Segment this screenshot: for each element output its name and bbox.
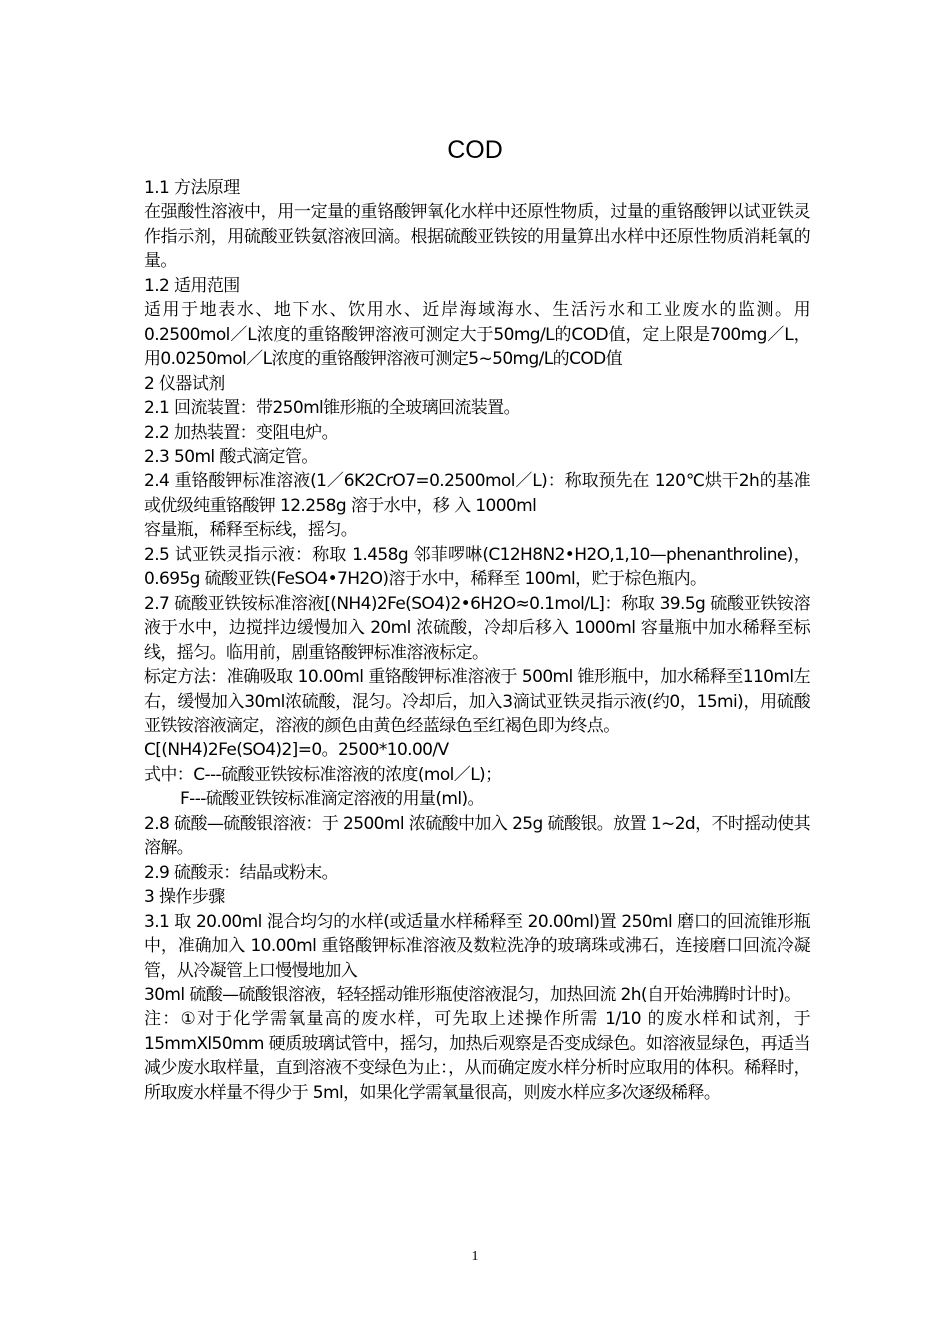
item-2-9: 2.9 硫酸汞：结晶或粉末。 xyxy=(144,862,339,883)
formula-variable-f: F---硫酸亚铁铵标准滴定溶液的用量(ml)。 xyxy=(180,789,484,810)
section-heading-1-2: 1.2 适用范围 xyxy=(144,275,240,296)
item-2-4: 2.4 重铬酸钾标准溶液(1／6K2CrO7=0.2500mol／L)：称取预先在 120℃烘干2h的基准或优级纯重铬酸钾 12.258g 溶于水中，移 入 1000ml xyxy=(144,471,810,516)
step-3-1: 3.1 取 20.00ml 混合均匀的水样(或适量水样稀释至 20.00ml)置 250ml 磨口的回流锥形瓶中，准确加入 10.00ml 重铬酸钾标准溶液及数粒洗净的玻璃珠或沸石，连接磨口回流冷凝管，从冷凝管上口慢慢地加入 xyxy=(144,911,810,981)
paragraph-scope: 适用于地表水、地下水、饮用水、近岸海域海水、生活污水和工业废水的监测。用0.2500mol／L浓度的重铬酸钾溶液可测定大于50mg/L的COD值，定上限是700mg／L，用0.0250mol／L浓度的重铬酸钾溶液可测定5~50mg/L的COD值 xyxy=(144,300,810,370)
item-2-1: 2.1 回流装置：带250ml锥形瓶的全玻璃回流装置。 xyxy=(144,398,520,419)
item-2-3: 2.3 50ml 酸式滴定管。 xyxy=(144,446,318,467)
item-2-5: 2.5 试亚铁灵指示液：称取 1.458g 邻菲啰啉(C12H8N2•H2O,1,10—phenanthroline)，0.695g 硫酸亚铁(FeSO4•7H2O)溶于水中，稀释至 100ml，贮于棕色瓶内。 xyxy=(144,544,810,590)
formula-variable-c: 式中：C---硫酸亚铁铵标准溶液的浓度(mol／L)； xyxy=(144,764,502,785)
formula: C[(NH4)2Fe(SO4)2]=0。2500*10.00/V xyxy=(144,740,449,761)
section-heading-1-1: 1.1 方法原理 xyxy=(144,178,240,198)
section-heading-3: 3 操作步骤 xyxy=(144,887,225,908)
item-2-7: 2.7 硫酸亚铁铵标准溶液[(NH4)2Fe(SO4)2•6H2O≈0.1mol/L]：称取 39.5g 硫酸亚铁铵溶液于水中，边搅拌边缓慢加入 20ml 浓硫酸，冷却后移入 1000ml 容量瓶中加水稀释至标线，摇匀。临用前，剧重铬酸钾标准溶液标定。 xyxy=(144,593,810,663)
item-2-8: 2.8 硫酸—硫酸银溶液：于 2500ml 浓硫酸中加入 25g 硫酸银。放置 1~2d，不时摇动使其溶解。 xyxy=(144,813,810,859)
section-heading-2: 2 仪器试剂 xyxy=(144,373,225,394)
document-body xyxy=(144,176,810,1105)
item-2-4-continued: 容量瓶，稀释至标线，摇匀。 xyxy=(144,520,358,541)
item-2-2: 2.2 加热装置：变阻电炉。 xyxy=(144,422,339,443)
step-3-1-continued: 30ml 硫酸—硫酸银溶液，轻轻摇动锥形瓶使溶液混匀，加热回流 2h(自开始沸腾时计时)。 xyxy=(144,984,801,1005)
document-title: COD xyxy=(447,136,503,164)
note-paragraph: 注：①对于化学需氧量高的废水样，可先取上述操作所需 1/10 的废水样和试剂，于 15mmXl50mm 硬质玻璃试管中，摇匀，加热后观察是否变成绿色。如溶液显绿色，再适当减少废水取样量，直到溶液不变绿色为止：，从而确定废水样分析时应取用的体积。稀释时，所取废水样量不得少于 5ml，如果化学需氧量很高，则废水样应多次逐级稀释。 xyxy=(144,1009,810,1103)
calibration-method: 标定方法：准确吸取 10.00ml 重铬酸钾标准溶液于 500ml 锥形瓶中，加水稀释至110ml左右，缓慢加入30ml浓硫酸，混匀。冷却后，加入3滴试亚铁灵指示液(约0，15mi)，用硫酸亚铁铵溶液滴定，溶液的颜色由黄色经蓝绿色至红褐色即为终点。 xyxy=(144,667,810,736)
page-number: 1 xyxy=(471,1249,479,1264)
paragraph-principle: 在强酸性溶液中，用一定量的重铬酸钾氧化水样中还原性物质，过量的重铬酸钾以试亚铁灵作指示剂，用硫酸亚铁氨溶液回滴。根据硫酸亚铁铵的用量算出水样中还原性物质消耗氧的量。 xyxy=(144,202,810,272)
